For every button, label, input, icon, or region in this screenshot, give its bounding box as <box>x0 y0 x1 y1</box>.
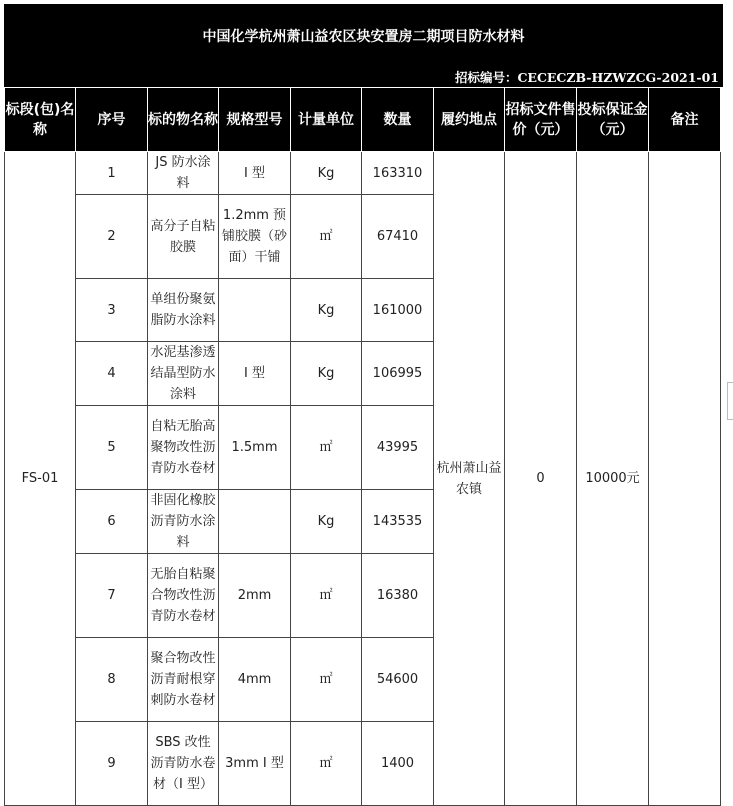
header-lot: 标段(包)名称 <box>5 88 76 152</box>
unit-cell: ㎡ <box>291 406 362 490</box>
spec-cell: 1.2mm 预铺胶膜（砂面）干铺 <box>219 195 291 279</box>
unit-cell: ㎡ <box>291 554 362 638</box>
remark-cell <box>649 152 721 806</box>
spec-cell: 1.5mm <box>219 406 291 490</box>
document-title: 中国化学杭州萧山益农区块安置房二期项目防水材料 <box>202 29 525 45</box>
tender-code: 招标编号：CECECZB-HZWZCG-2021-01 <box>454 70 719 85</box>
materials-table <box>4 87 721 806</box>
doc-price-cell: 0 <box>505 152 577 806</box>
seq-cell: 9 <box>76 722 148 806</box>
bond-cell: 10000元 <box>577 152 649 806</box>
unit-cell: Kg <box>291 490 362 554</box>
spec-cell: I 型 <box>219 152 291 195</box>
header-item-name: 标的物名称 <box>148 88 219 152</box>
item-name-cell: 单组份聚氨脂防水涂料 <box>148 279 219 342</box>
edge-scroll-tab <box>727 382 733 420</box>
table-row <box>5 152 721 195</box>
item-name-cell: 自粘无胎高聚物改性沥青防水卷材 <box>148 406 219 490</box>
unit-cell: Kg <box>291 342 362 406</box>
item-name-cell: 水泥基渗透结晶型防水涂料 <box>148 342 219 406</box>
spec-cell <box>219 279 291 342</box>
seq-cell: 3 <box>76 279 148 342</box>
header-quantity: 数量 <box>362 88 434 152</box>
quantity-cell: 163310 <box>362 152 434 195</box>
seq-cell: 8 <box>76 638 148 722</box>
unit-cell: ㎡ <box>291 722 362 806</box>
quantity-cell: 143535 <box>362 490 434 554</box>
quantity-cell: 54600 <box>362 638 434 722</box>
lot-name-cell: FS-01 <box>5 152 76 806</box>
quantity-cell: 67410 <box>362 195 434 279</box>
quantity-cell: 43995 <box>362 406 434 490</box>
spec-cell <box>219 490 291 554</box>
quantity-cell: 161000 <box>362 279 434 342</box>
header-bond: 投标保证金（元） <box>577 88 649 152</box>
header-seq: 序号 <box>76 88 148 152</box>
header-remark: 备注 <box>649 88 721 152</box>
header-doc-price: 招标文件售价（元） <box>505 88 577 152</box>
header-unit: 计量单位 <box>291 88 362 152</box>
seq-cell: 1 <box>76 152 148 195</box>
header-spec: 规格型号 <box>219 88 291 152</box>
unit-cell: Kg <box>291 152 362 195</box>
quantity-cell: 16380 <box>362 554 434 638</box>
item-name-cell: 聚合物改性沥青耐根穿刺防水卷材 <box>148 638 219 722</box>
unit-cell: ㎡ <box>291 195 362 279</box>
spec-cell: 4mm <box>219 638 291 722</box>
item-name-cell: 高分子自粘胶膜 <box>148 195 219 279</box>
header-place: 履约地点 <box>434 88 505 152</box>
header-row <box>5 88 721 152</box>
quantity-cell: 106995 <box>362 342 434 406</box>
quantity-cell: 1400 <box>362 722 434 806</box>
unit-cell: Kg <box>291 279 362 342</box>
spec-cell: 3mm I 型 <box>219 722 291 806</box>
item-name-cell: 非固化橡胶沥青防水涂料 <box>148 490 219 554</box>
seq-cell: 6 <box>76 490 148 554</box>
title-banner <box>4 4 723 87</box>
unit-cell: ㎡ <box>291 638 362 722</box>
seq-cell: 5 <box>76 406 148 490</box>
seq-cell: 7 <box>76 554 148 638</box>
spec-cell: 2mm <box>219 554 291 638</box>
spec-cell: I 型 <box>219 342 291 406</box>
item-name-cell: 无胎自粘聚合物改性沥青防水卷材 <box>148 554 219 638</box>
item-name-cell: JS 防水涂料 <box>148 152 219 195</box>
seq-cell: 4 <box>76 342 148 406</box>
place-cell: 杭州萧山益农镇 <box>434 152 505 806</box>
seq-cell: 2 <box>76 195 148 279</box>
item-name-cell: SBS 改性沥青防水卷材（I 型） <box>148 722 219 806</box>
